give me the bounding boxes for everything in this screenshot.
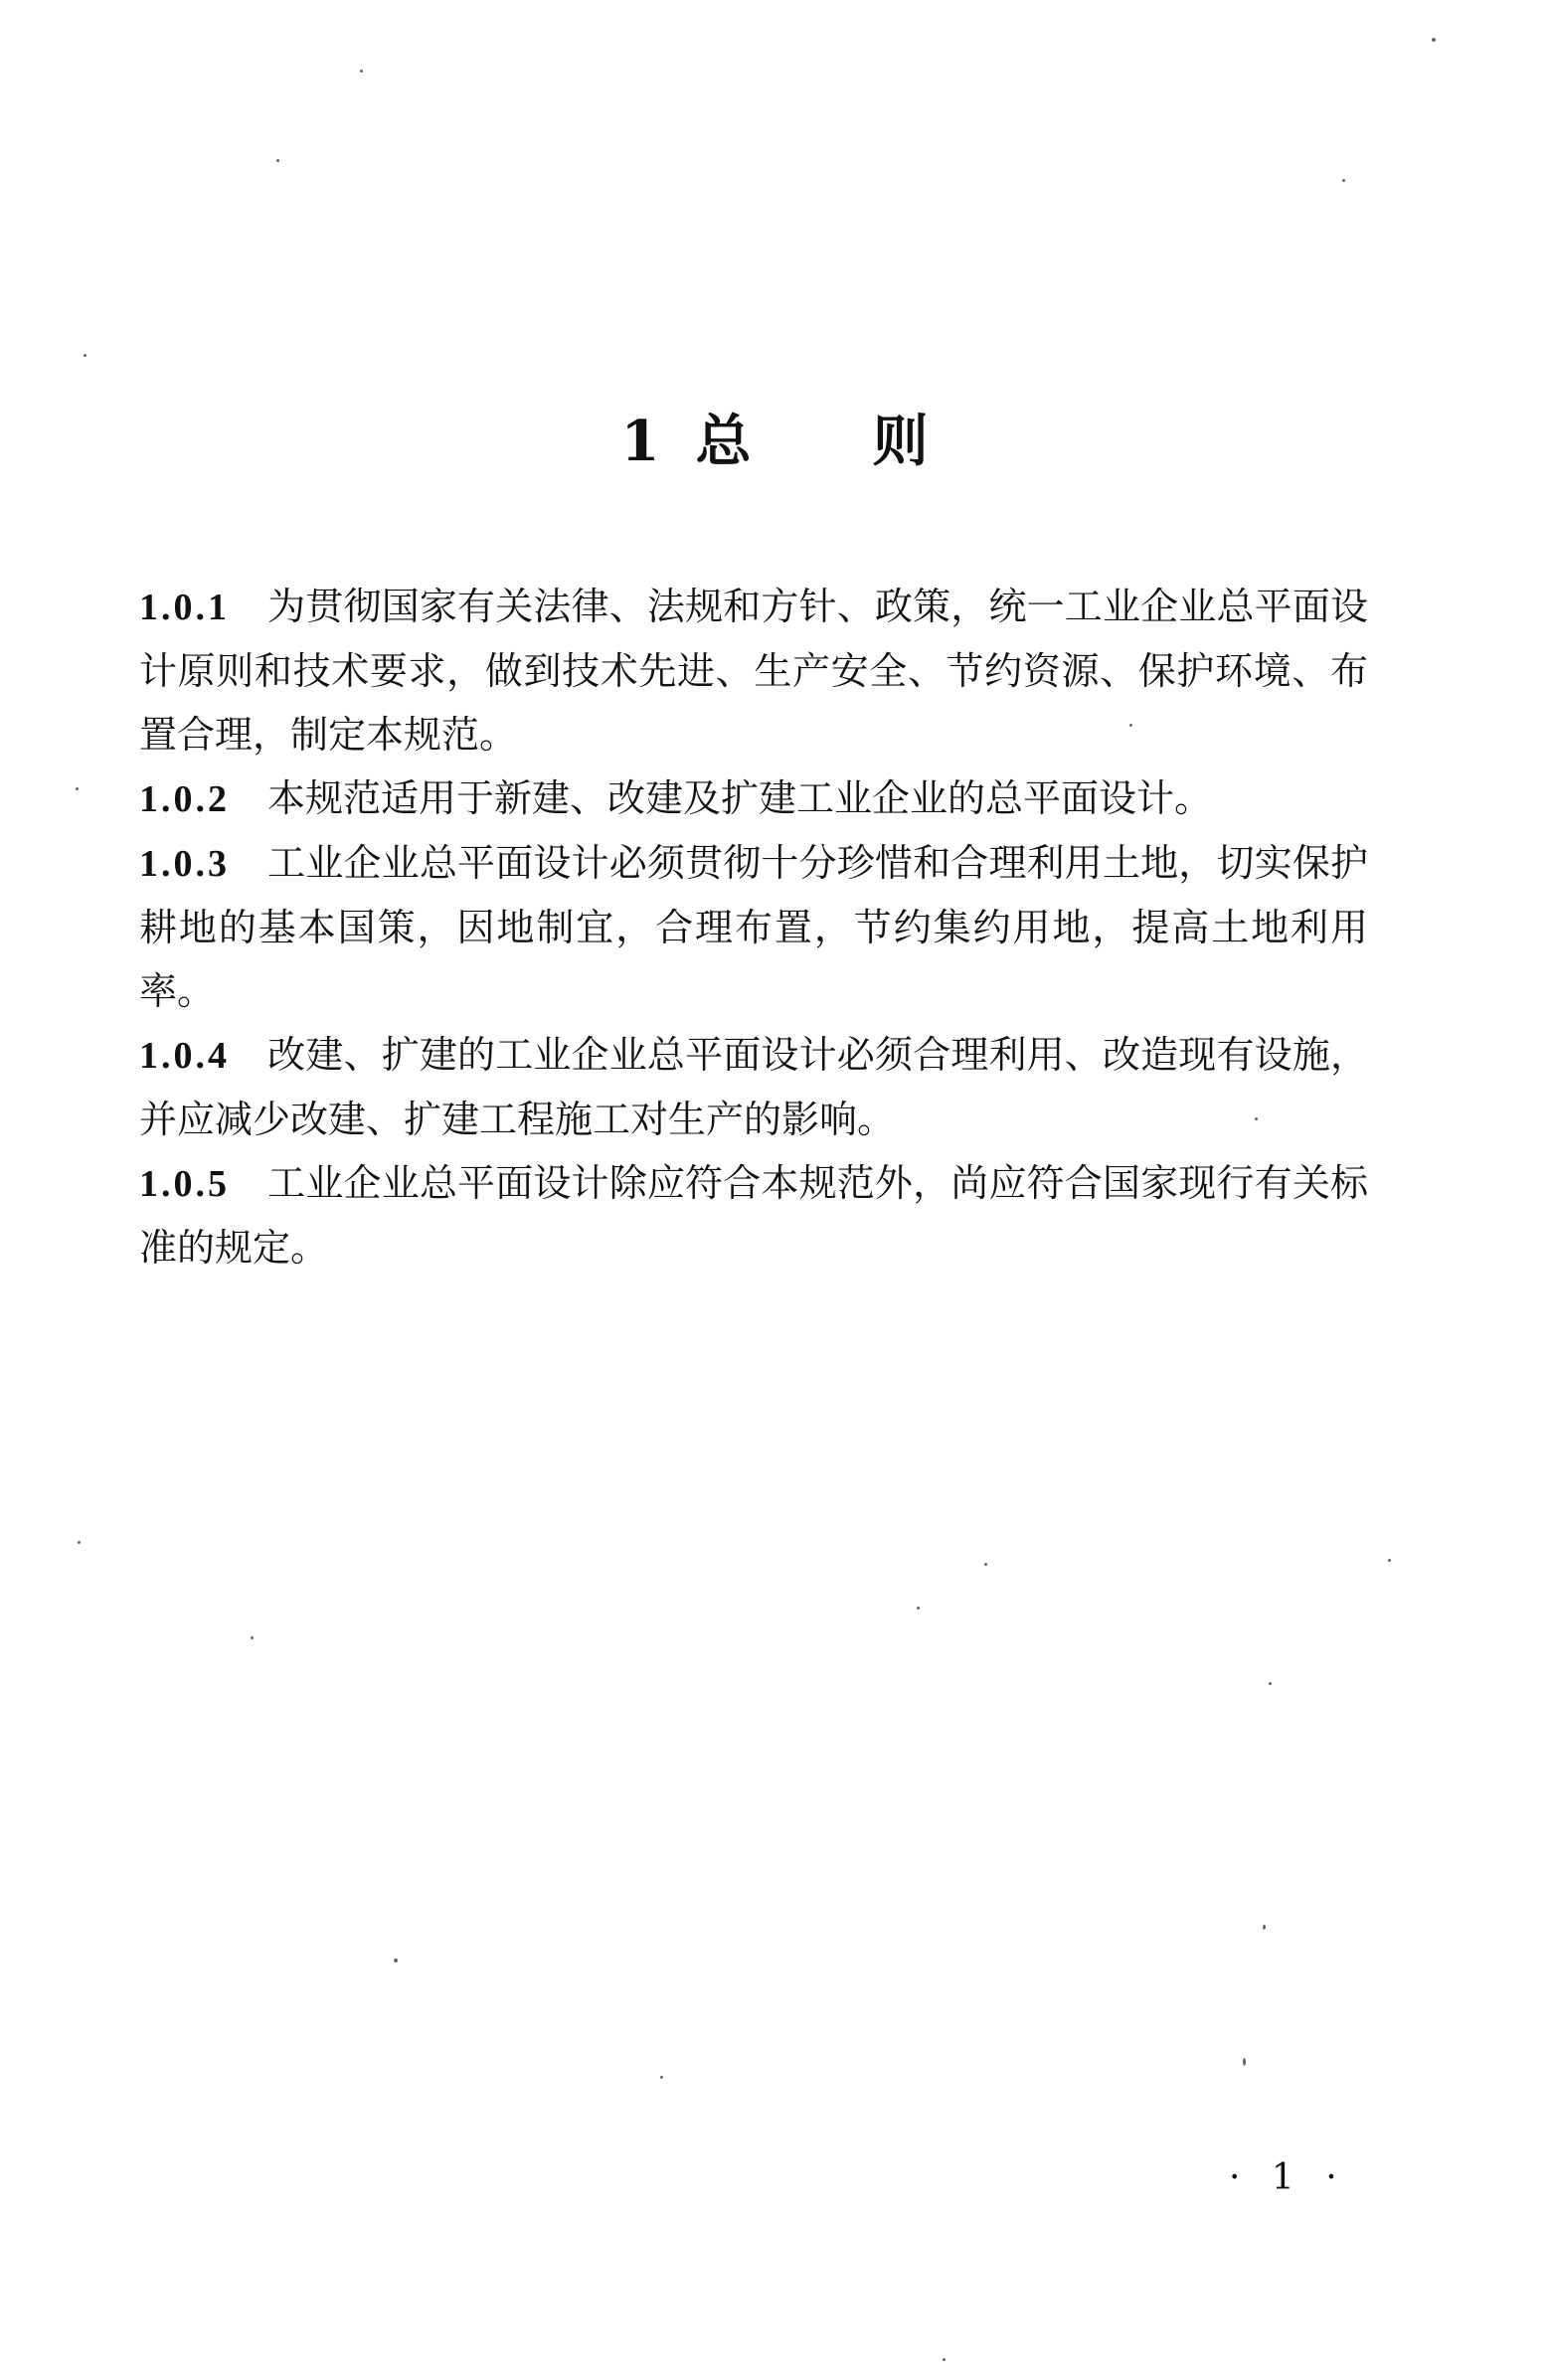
- scan-speck: [943, 2358, 946, 2361]
- clause-1-0-3: [139, 831, 1368, 1023]
- scan-speck: [1255, 1117, 1258, 1120]
- clause-text: 改建、扩建的工业企业总平面设计必须合理利用、改造现有设施，并应减少改建、扩建工程施工对生产的影响。: [139, 1033, 1368, 1141]
- scan-speck: [360, 70, 363, 73]
- scan-speck: [1269, 1682, 1272, 1685]
- clause-number: 1.0.5: [139, 1163, 230, 1205]
- chapter-number: 1: [620, 408, 662, 474]
- scan-speck: [84, 354, 86, 357]
- scan-speck: [251, 1636, 254, 1639]
- clause-1-0-5: [139, 1151, 1368, 1279]
- clause-number: 1.0.3: [139, 843, 230, 885]
- clause-1-0-4: [139, 1023, 1368, 1151]
- scan-speck: [917, 1607, 920, 1610]
- page-number: · 1 ·: [1229, 2157, 1347, 2198]
- clause-number: 1.0.2: [139, 778, 230, 820]
- scan-speck: [78, 1541, 81, 1544]
- scan-speck: [1388, 1559, 1391, 1562]
- clause-number: 1.0.1: [139, 587, 230, 628]
- chapter-title-char-1: 总: [695, 408, 754, 474]
- scan-speck: [1342, 179, 1345, 182]
- clause-1-0-1: [139, 575, 1368, 766]
- clause-number: 1.0.4: [139, 1035, 230, 1077]
- clause-list: [139, 575, 1368, 1279]
- scan-speck: [1432, 38, 1436, 42]
- clause-text: 为贯彻国家有关法律、法规和方针、政策，统一工业企业总平面设计原则和技术要求，做到技术先进、生产安全、节约资源、保护环境、布置合理，制定本规范。: [139, 585, 1368, 757]
- chapter-title: [0, 402, 1551, 481]
- clause-text: 本规范适用于新建、改建及扩建工业企业的总平面设计。: [267, 776, 1213, 820]
- scan-speck: [394, 1958, 398, 1962]
- clause-text: 工业企业总平面设计除应符合本规范外，尚应符合国家现行有关标准的规定。: [139, 1161, 1368, 1270]
- scan-speck: [276, 159, 279, 162]
- clause-text: 工业企业总平面设计必须贯彻十分珍惜和合理利用土地，切实保护耕地的基本国策，因地制宜，合理布置，节约集约用地，提高土地利用率。: [139, 841, 1368, 1013]
- scan-speck: [76, 787, 79, 790]
- clause-1-0-2: [139, 766, 1368, 831]
- scan-speck: [1243, 2058, 1246, 2066]
- chapter-title-char-2: 则: [872, 408, 931, 474]
- scan-speck: [1263, 1925, 1266, 1930]
- scan-speck: [660, 2076, 663, 2079]
- scan-speck: [1129, 724, 1132, 727]
- scan-speck: [984, 1563, 987, 1566]
